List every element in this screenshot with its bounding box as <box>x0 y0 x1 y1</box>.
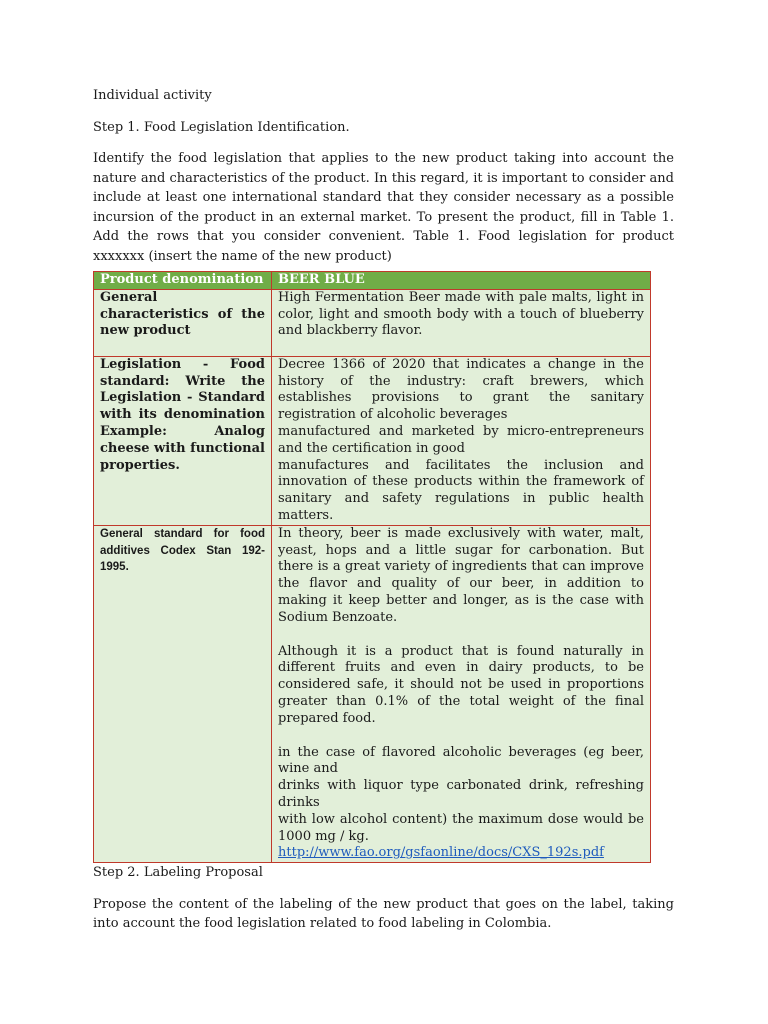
codex-value <box>272 525 651 862</box>
legislation-line: Decree 1366 of 2020 that indicates a change in the history of the industry: craft brewers, which establishes provisions to grant the sanitary registration of alcoholic beverages <box>278 356 644 423</box>
codex-paragraph: Although it is a product that is found naturally in different fruits and even in dairy products, to be considered safe, it should not be used in proportions greater than 0.1% of the total weight of the final prepared food. <box>278 643 644 726</box>
codex-label: General standard for food additives Codex Stan 192-1995. <box>94 525 272 862</box>
codex-paragraph: In theory, beer is made exclusively with water, malt, yeast, hops and a little sugar for carbonation. But there is a great variety of ingredients that can improve the flavor and quality of our beer, in addition to making it keep better and longer, as is the case with Sodium Benzoate. <box>278 525 644 625</box>
legislation-label: Legislation - Food standard: Write the Legislation - Standard with its denomination Example: Analog cheese with functional properties. <box>94 356 272 525</box>
characteristics-value: High Fermentation Beer made with pale malts, light in color, light and smooth body with a touch of blueberry and blackberry flavor. <box>272 289 651 356</box>
legislation-line: manufactures and facilitates the inclusion and innovation of these products within the framework of sanitary and safety regulations in public health matters. <box>278 457 644 523</box>
step1-heading: Step 1. Food Legislation Identification. <box>93 119 350 135</box>
table-row-characteristics <box>94 289 651 356</box>
codex-line: with low alcohol content) the maximum dose would be 1000 mg / kg. <box>278 811 644 844</box>
table-row-legislation <box>94 356 651 525</box>
codex-line: in the case of flavored alcoholic beverages (eg beer, wine and <box>278 744 644 777</box>
codex-link[interactable]: http://www.fao.org/gsfaonline/docs/CXS_192s.pdf <box>278 845 604 861</box>
step2-paragraph: Propose the content of the labeling of the new product that goes on the label, taking into account the food legislation related to food labeling in Colombia. <box>93 896 674 932</box>
intro-paragraph: Identify the food legislation that applies to the new product taking into account the nature and characteristics of the product. In this regard, it is important to consider and include at least one international standard that they consider necessary as a possible incursion of the product in an external market. To present the product, fill in Table 1. Add the rows that you consider convenient. Table 1. Food legislation for product xxxxxxx (insert the name of the new product) <box>93 151 674 264</box>
document-title: Individual activity <box>93 88 212 103</box>
header-label: Product denomination <box>94 272 272 290</box>
legislation-value <box>272 356 651 525</box>
header-value: BEER BLUE <box>272 272 651 290</box>
table-row-codex <box>94 525 651 862</box>
document-page <box>93 86 674 934</box>
codex-line: drinks with liquor type carbonated drink, refreshing drinks <box>278 778 644 810</box>
legislation-line: manufactured and marketed by micro-entrepreneurs and the certification in good <box>278 423 644 456</box>
step2-heading: Step 2. Labeling Proposal <box>93 865 263 881</box>
legislation-table <box>93 271 651 863</box>
table-header-row <box>94 272 651 290</box>
characteristics-label: General characteristics of the new product <box>94 289 272 356</box>
